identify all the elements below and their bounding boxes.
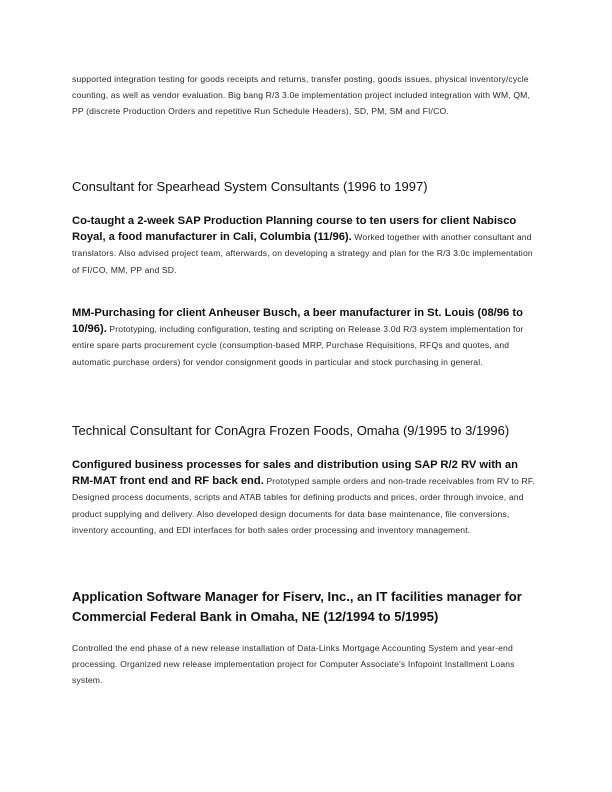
conagra-body: Prototyped sample orders and non-trade receivables from RV to RF. Designed process documents, scripts and ATAB tables for defining products and prices, order through invoice, and product supplying and delivery. Also developed design documents for data base maintenance, file conversions, inventory accounting, and EDI interfaces for both sales order processing and inventory management. xyxy=(72,476,535,535)
section-title-fiserv: Application Software Manager for Fiserv, Inc., an IT facilities manager for Commercial Federal Bank in Omaha, NE (12/1994 to 5/1995) xyxy=(72,589,522,624)
nabisco-lead: Co-taught a 2-week SAP Production Planning course to ten users for client Nabisco Royal, a food manufacturer in Cali, Columbia (11/96). xyxy=(72,215,517,244)
anheuser-busch-lead: MM-Purchasing for client Anheuser Busch, a beer manufacturer in St. Louis (08/96 to 10/96). xyxy=(72,307,523,336)
conagra-lead: Configured business processes for sales and distribution using SAP R/2 RV with an RM-MAT front end and RF back end. xyxy=(72,459,518,488)
anheuser-busch-paragraph xyxy=(72,305,540,370)
nabisco-paragraph xyxy=(72,213,540,278)
section-title-spearhead: Consultant for Spearhead System Consultants (1996 to 1997) xyxy=(72,179,428,194)
anheuser-busch-body: Prototyping, including configuration, testing and scripting on Release 3.0d R/3 system implementation for entire spare parts procurement cycle (consumption-based MRP, Purchase Requisitions, RFQs and quotes, and automatic purchase orders) for vendor consignment goods in particular and stock purchasing in general. xyxy=(72,324,524,367)
fiserv-paragraph: Controlled the end phase of a new release installation of Data-Links Mortgage Accounting System and year-end processing. Organized new release implementation project for Computer Associate's Infopoint Installment Loans system. xyxy=(72,643,515,686)
intro-paragraph: supported integration testing for goods receipts and returns, transfer posting, goods issues, physical inventory/cycle counting, as well as vendor evaluation. Big bang R/3 3.0e implementation project included integration with WM, QM, PP (discrete Production Orders and repetitive Run Schedule Headers), SD, PM, SM and FI/CO. xyxy=(72,74,531,117)
conagra-paragraph xyxy=(72,457,540,538)
nabisco-body: Worked together with another consultant and translators. Also advised project team, afterwards, on developing a strategy and plan for the R/3 3.0c implementation of FI/CO, MM, PP and SD. xyxy=(72,232,533,275)
section-title-conagra: Technical Consultant for ConAgra Frozen Foods, Omaha (9/1995 to 3/1996) xyxy=(72,423,510,438)
